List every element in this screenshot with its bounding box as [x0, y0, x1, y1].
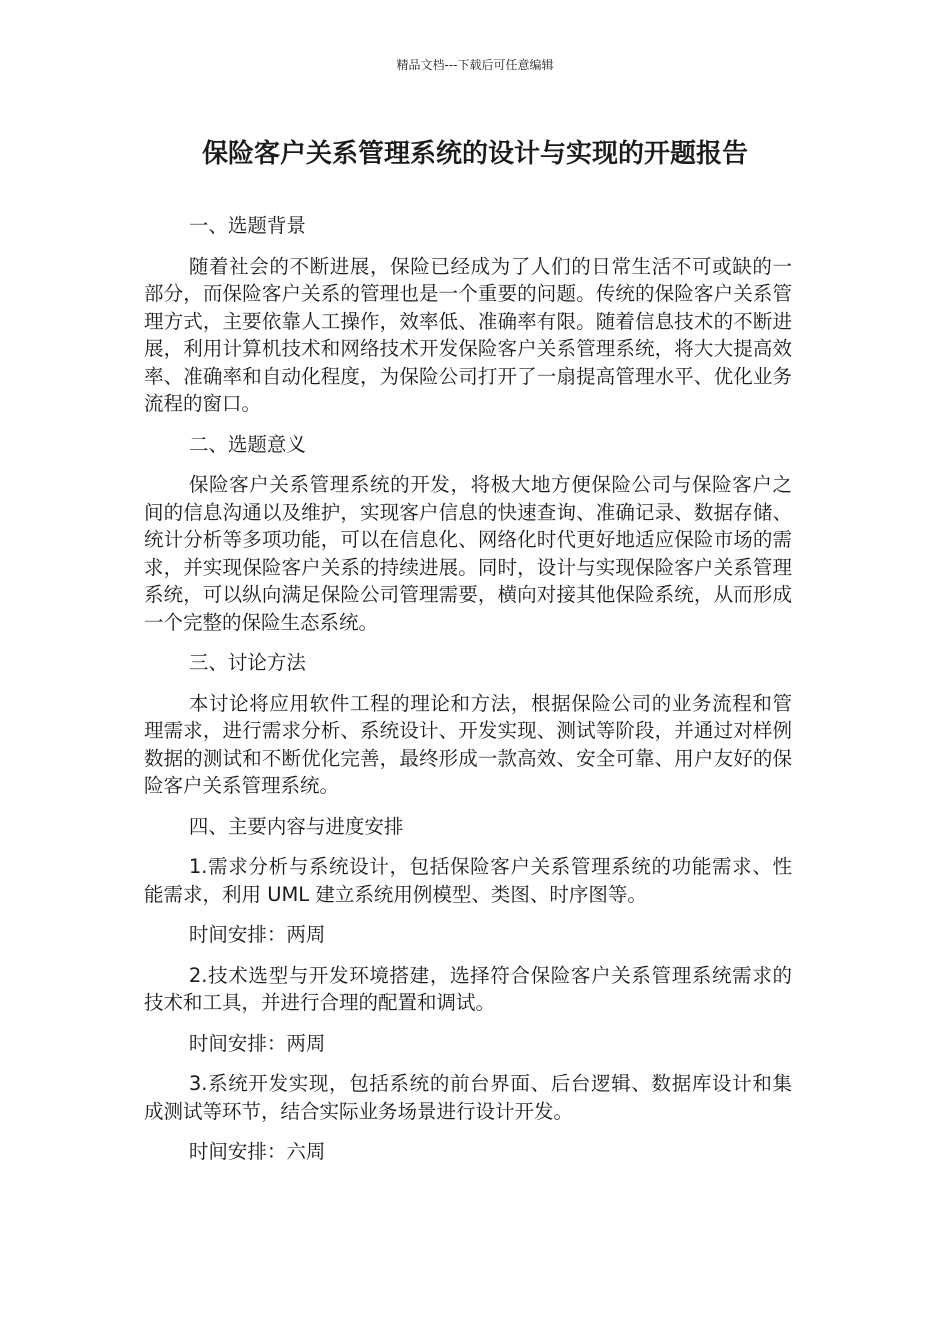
- schedule-time-3: 时间安排：六周: [188, 1140, 326, 1163]
- section-heading-significance: 二、选题意义: [188, 432, 306, 456]
- list-item-requirements: 1.需求分析与系统设计，包括保险客户关系管理系统的功能需求、性能需求，利用 UML 建立系统用例模型、类图、时序图等。: [144, 855, 792, 906]
- header-note: 精品文档---下载后可任意编辑: [396, 58, 554, 72]
- paragraph-method: 本讨论将应用软件工程的理论和方法，根据保险公司的业务流程和管理需求，进行需求分析、系统设计、开发实现、测试等阶段，并通过对样例数据的测试和不断优化完善，最终形成一款高效、安全可靠、用户友好的保险客户关系管理系统。: [144, 691, 792, 797]
- section-heading-content-schedule: 四、主要内容与进度安排: [188, 814, 404, 838]
- paragraph-significance: 保险客户关系管理系统的开发，将极大地方便保险公司与保险客户之间的信息沟通以及维护，实现客户信息的快速查询、准确记录、数据存储、统计分析等多项功能，可以在信息化、网络化时代更好地适应保险市场的需求，并实现保险客户关系的持续进展。同时，设计与实现保险客户关系管理系统，可以纵向满足保险公司管理需要，横向对接其他保险系统，从而形成一个完整的保险生态系统。: [144, 473, 792, 634]
- section-heading-method: 三、讨论方法: [188, 651, 306, 674]
- list-item-development: 3.系统开发实现，包括系统的前台界面、后台逻辑、数据库设计和集成测试等环节，结合实际业务场景进行设计开发。: [144, 1072, 792, 1123]
- document-body: [144, 212, 792, 1179]
- document-title: 保险客户关系管理系统的设计与实现的开题报告: [201, 139, 748, 169]
- list-item-tech-selection: 2.技术选型与开发环境搭建，选择符合保险客户关系管理系统需求的技术和工具，并进行合理的配置和调试。: [144, 963, 792, 1014]
- schedule-time-1: 时间安排：两周: [188, 923, 326, 946]
- schedule-time-2: 时间安排：两周: [188, 1031, 326, 1055]
- section-heading-background: 一、选题背景: [188, 214, 306, 237]
- paragraph-background: 随着社会的不断进展，保险已经成为了人们的日常生活不可或缺的一部分，而保险客户关系的管理也是一个重要的问题。传统的保险客户关系管理方式，主要依靠人工操作，效率低、准确率有限。随着信息技术的不断进展，利用计算机技术和网络技术开发保险客户关系管理系统，将大大提高效率、准确率和自动化程度，为保险公司打开了一扇提高管理水平、优化业务流程的窗口。: [144, 254, 792, 415]
